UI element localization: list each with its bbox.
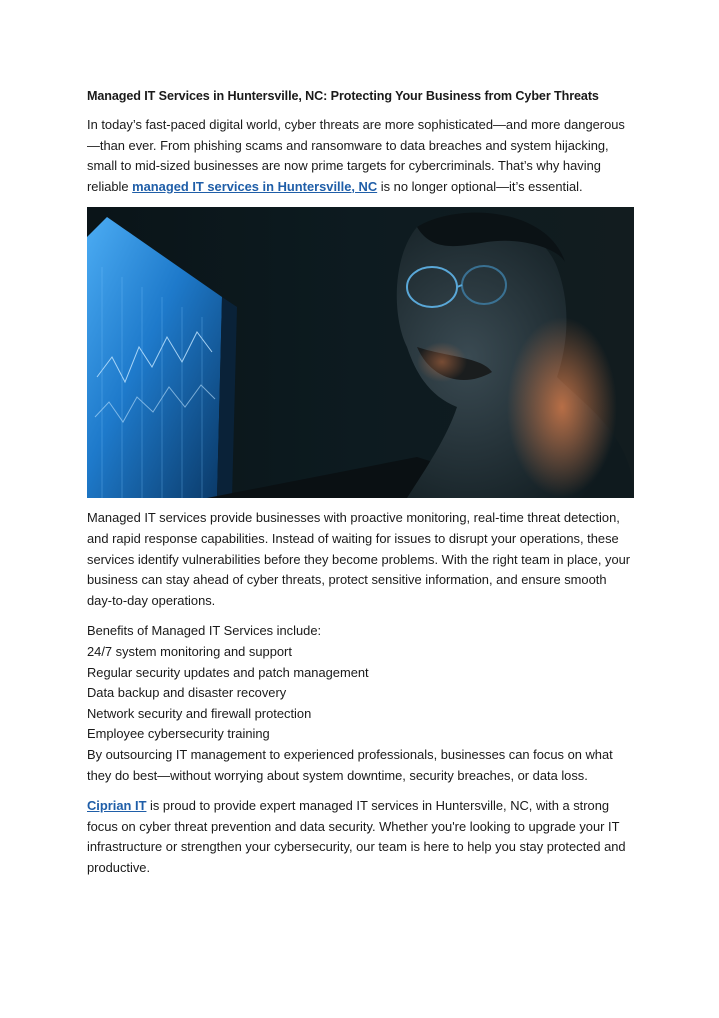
- closing-paragraph: [87, 796, 635, 878]
- closing-text: is proud to provide expert managed IT services in Huntersville, NC, with a strong focus on cyber threat prevention and data security. Whether you're looking to upgrade your IT infrastructure or strengthen your cybersecurity, our team is here to help you stay protected and productive.: [87, 798, 626, 875]
- benefit-item: Network security and firewall protection: [87, 705, 312, 721]
- intro-text-end: is no longer optional—it’s essential.: [377, 178, 583, 194]
- benefit-item: Employee cybersecurity training: [87, 726, 270, 742]
- hero-image-cyber-analyst: [87, 207, 634, 498]
- intro-paragraph: [87, 115, 635, 197]
- benefits-list: [87, 642, 635, 745]
- services-paragraph: Managed IT services provide businesses with proactive monitoring, real-time threat detection, and rapid response capabilities. Instead of waiting for issues to disrupt your operations, these services identify vulnerabilities before they become problems. With the right team in place, your business can stay ahead of cyber threats, protect sensitive information, and ensure smooth day-to-day operations.: [87, 510, 631, 608]
- benefit-item: 24/7 system monitoring and support: [87, 643, 292, 659]
- managed-it-services-link[interactable]: managed IT services in Huntersville, NC: [132, 178, 378, 194]
- outsourcing-paragraph: By outsourcing IT management to experienced professionals, businesses can focus on what they do best—without worrying about system downtime, security breaches, or data loss.: [87, 746, 613, 783]
- benefits-heading: Benefits of Managed IT Services include:: [87, 623, 322, 639]
- article-title: Managed IT Services in Huntersville, NC: Protecting Your Business from Cyber Threats: [87, 89, 599, 103]
- article-body: [87, 88, 635, 878]
- intro-text-start: In today’s fast-paced digital world, cyber threats are more sophisticated—and more dangerous—than ever. From phishing scams and ransomware to data breaches and system hijacking, small to mid-sized businesses are now prime targets for cybercriminals. That’s why having reliable: [87, 117, 625, 194]
- benefit-item: Regular security updates and patch management: [87, 664, 369, 680]
- benefit-item: Data backup and disaster recovery: [87, 685, 287, 701]
- ciprian-it-link[interactable]: Ciprian IT: [87, 798, 147, 814]
